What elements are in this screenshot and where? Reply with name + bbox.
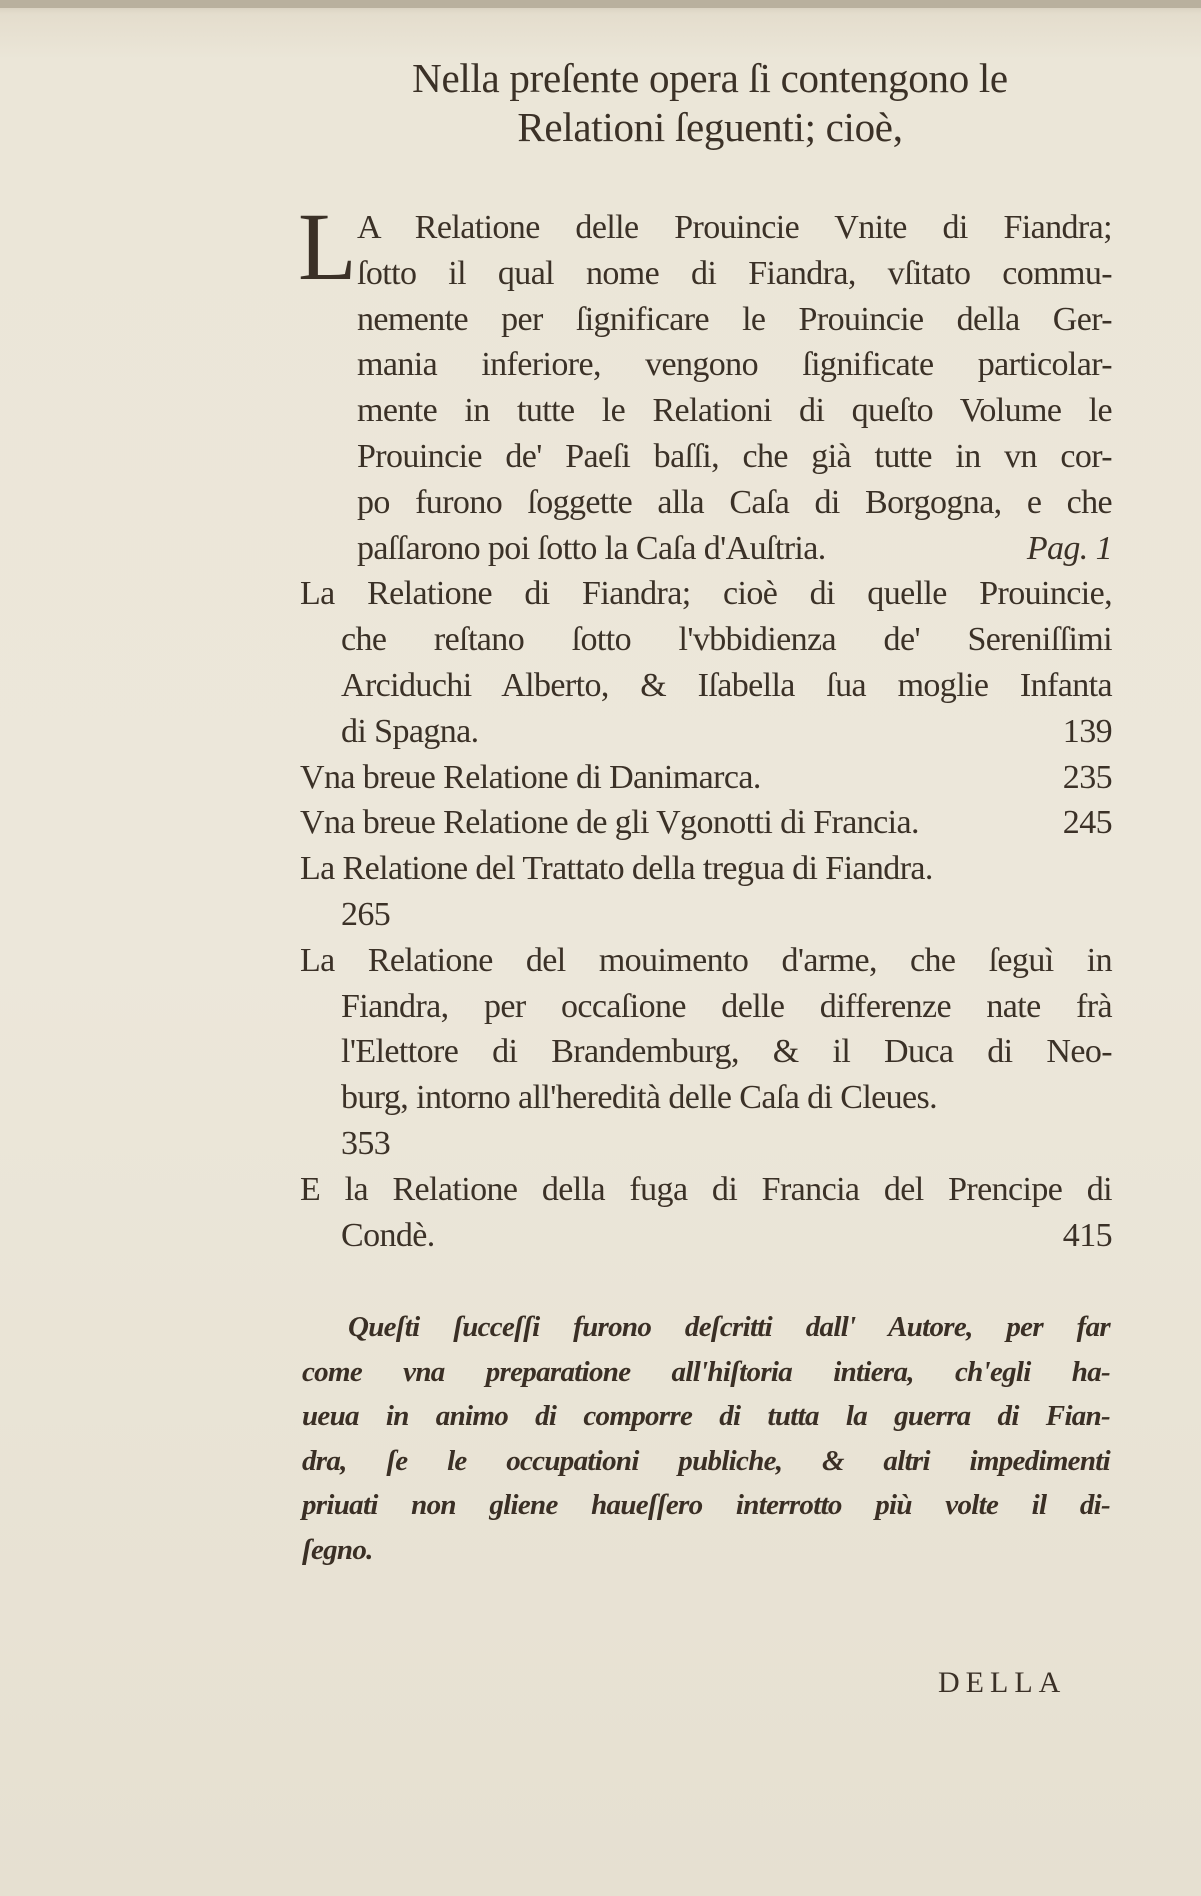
- toc-entry-text: mania inferiore, vengono ſignificate particolar-: [357, 346, 1112, 384]
- toc-entry-line: [300, 892, 1112, 938]
- note-line: ſegno.: [302, 1533, 373, 1566]
- heading-line-1: Nella preſente opera ſi contengono le: [412, 55, 1008, 101]
- toc-entry-text: La Relatione del Trattato della tregua di Fiandra.: [300, 850, 933, 888]
- toc-entry: [300, 938, 1112, 1167]
- toc-entry-line: [300, 663, 1112, 709]
- toc-entry: [300, 800, 1112, 846]
- author-note: [302, 1305, 1110, 1572]
- toc-entry-line: [300, 938, 1112, 984]
- toc-entry-text: Fiandra, per occaſione delle differenze nate frà: [341, 987, 1112, 1025]
- page-number: 415: [1062, 1216, 1112, 1254]
- toc-entry-text: La Relatione del mouimento d'arme, che ſeguì in: [300, 941, 1112, 979]
- toc-entry-line: [300, 755, 1112, 801]
- heading-line-2: Relationi ſeguenti; cioè,: [517, 104, 903, 150]
- toc-entry: [300, 846, 1112, 938]
- toc-entry-text: paſſarono poi ſotto la Caſa d'Auſtria.: [357, 529, 826, 567]
- note-line: ueua in animo di comporre di tutta la guerra di Fian-: [302, 1400, 1110, 1432]
- toc-entry-line: [300, 1075, 1112, 1121]
- toc-entry-text: ſotto il qual nome di Fiandra, vſitato commu-: [357, 254, 1112, 292]
- page-number: 265: [341, 895, 391, 933]
- toc-entry-line: [300, 205, 1112, 251]
- toc-entry-line: [300, 1121, 1112, 1167]
- toc-entry: [300, 571, 1112, 754]
- toc-entry-line: [300, 480, 1112, 526]
- toc-entry-text: Condè.: [341, 1216, 435, 1254]
- toc-entry-line: [300, 846, 1112, 892]
- toc-entry: [298, 193, 1112, 571]
- toc-entry-line: [300, 342, 1112, 388]
- toc-entry-text: mente in tutte le Relationi di queſto Volume le: [357, 392, 1112, 430]
- note-line: priuati non gliene haueſſero interrotto più volte il di-: [302, 1489, 1110, 1521]
- toc-entry-text: po furono ſoggette alla Caſa di Borgogna, e che: [357, 483, 1112, 521]
- toc-entry-text: nemente per ſignificare le Prouincie della Ger-: [357, 300, 1112, 338]
- note-line: come vna preparatione all'hiſtoria intiera, ch'egli ha-: [302, 1355, 1110, 1388]
- toc-entry-text: che reſtano ſotto l'vbbidienza de' Sereniſſimi: [341, 621, 1112, 659]
- toc-entry-line: [300, 571, 1112, 617]
- toc-entry-text: La Relatione di Fiandra; cioè di quelle Prouincie,: [300, 575, 1112, 613]
- toc-entry-line: [300, 1029, 1112, 1075]
- toc-entry-line: [300, 434, 1112, 480]
- page-number: Pag. 1: [1026, 529, 1112, 567]
- toc-entry-line: [300, 617, 1112, 663]
- drop-cap: L: [298, 193, 357, 300]
- toc-entry-line: [300, 297, 1112, 343]
- page-heading: [330, 54, 1090, 152]
- toc-entry: [300, 1167, 1112, 1259]
- toc-entry-text: Prouincie de' Paeſi baſſi, che già tutte in vn cor-: [357, 437, 1112, 475]
- toc-entry-text: Arciduchi Alberto, & Iſabella ſua moglie Infanta: [341, 666, 1112, 704]
- toc-entry-line: [300, 984, 1112, 1030]
- table-of-contents: [298, 193, 1112, 1258]
- toc-entry-text: Vna breue Relatione di Danimarca.: [300, 758, 761, 796]
- page-number: 353: [341, 1124, 391, 1162]
- note-line: dra, ſe le occupationi publiche, & altri impedimenti: [302, 1444, 1110, 1477]
- toc-entry-line: [300, 1213, 1112, 1259]
- toc-entry-text: E la Relatione della fuga di Francia del Prencipe di: [300, 1170, 1112, 1208]
- toc-entry-line: [300, 800, 1112, 846]
- toc-entry-text: burg, intorno all'heredità delle Caſa di Cleues.: [341, 1079, 938, 1117]
- toc-entry-line: [300, 526, 1112, 572]
- toc-entry-text: A Relatione delle Prouincie Vnite di Fiandra;: [357, 209, 1112, 246]
- toc-entry-text: Vna breue Relatione de gli Vgonotti di Francia.: [300, 804, 919, 842]
- toc-entry-line: [300, 251, 1112, 297]
- page-number: 235: [1062, 758, 1112, 796]
- page-number: 139: [1062, 712, 1112, 750]
- catchword: DELLA: [938, 1666, 1067, 1699]
- page-number: 245: [1062, 804, 1112, 842]
- note-line: Queſti ſucceſſi furono deſcritti dall' Autore, per far: [348, 1311, 1110, 1343]
- toc-entry-text: l'Elettore di Brandemburg, & il Duca di Neo-: [341, 1033, 1112, 1071]
- toc-entry-text: di Spagna.: [341, 712, 479, 750]
- toc-entry-line: [300, 709, 1112, 755]
- toc-entry: [300, 755, 1112, 801]
- page-top-edge: [0, 0, 1201, 8]
- toc-entry-line: [300, 1167, 1112, 1213]
- toc-entry-line: [300, 388, 1112, 434]
